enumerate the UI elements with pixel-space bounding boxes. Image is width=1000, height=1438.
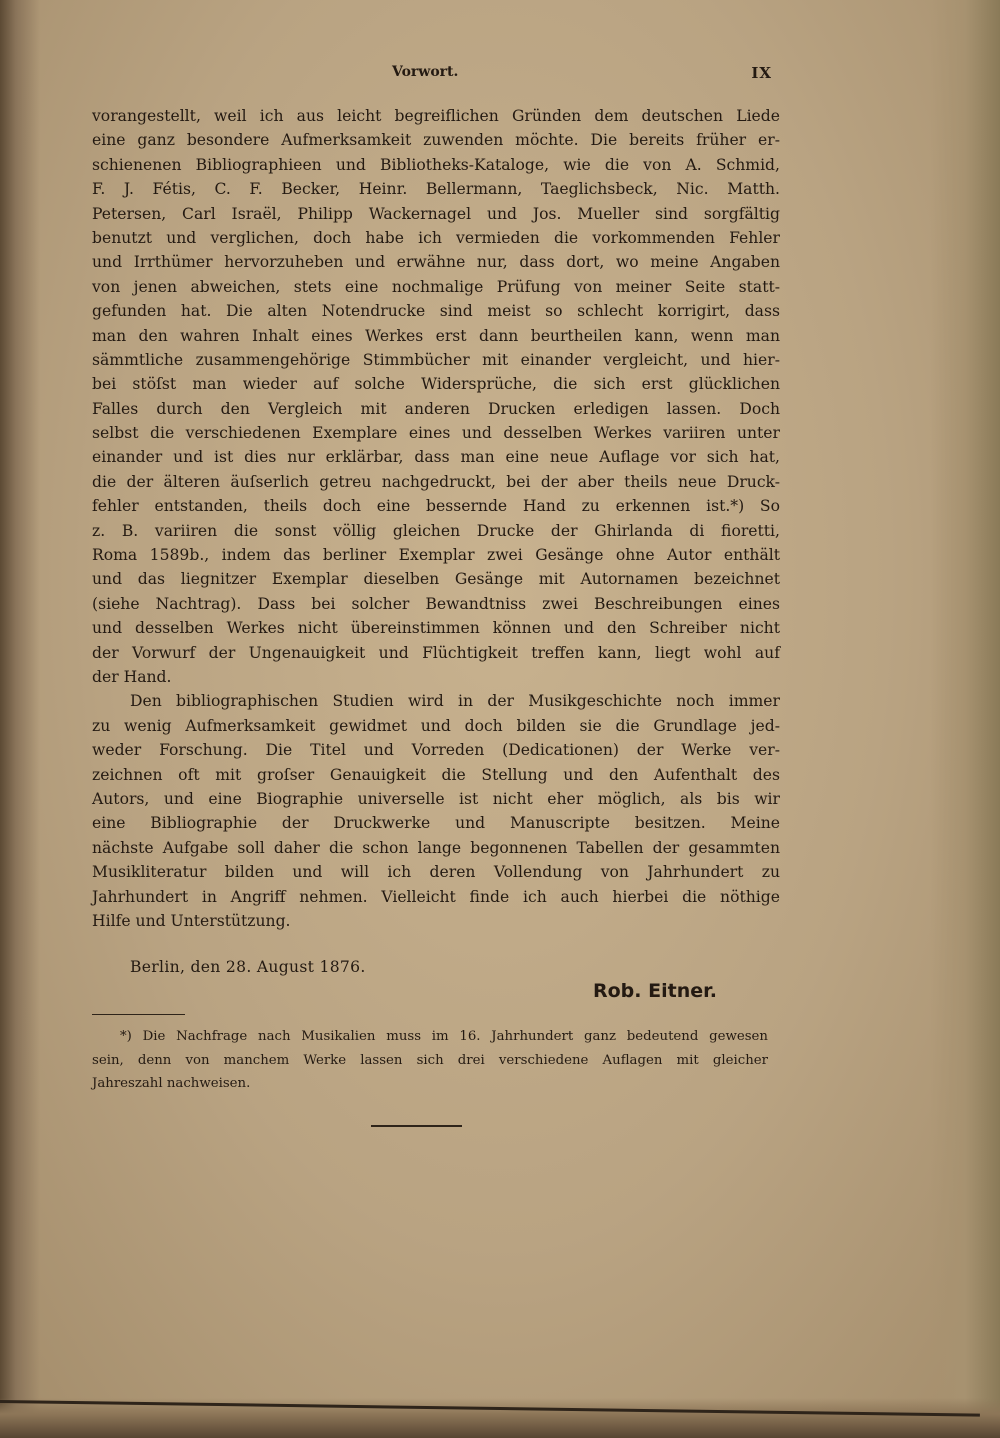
text-line: und Irrthümer hervorzuheben und erwähne nur, dass dort, wo meine Angaben [92, 253, 780, 272]
page-edge-shadow [930, 0, 1000, 1438]
text-line: Musikliteratur bilden und will ich deren Vollendung von Jahrhundert zu [92, 863, 780, 882]
paragraph-end-line: der Hand. [92, 667, 172, 686]
running-head [92, 64, 780, 84]
text-line: bei stöſst man wieder auf solche Widersprüche, die sich erst glücklichen [92, 375, 780, 394]
text-line: eine ganz besondere Aufmerksamkeit zuwenden möchte. Die bereits früher er- [92, 131, 780, 150]
text-line: vorangestellt, weil ich aus leicht begreiflichen Gründen dem deutschen Liede [92, 107, 780, 125]
dateline: Berlin, den 28. August 1876. [130, 958, 366, 976]
text-line: Roma 1589b., indem das berliner Exemplar zwei Gesänge ohne Autor enthält [92, 546, 780, 565]
text-line: Jahrhundert in Angriff nehmen. Vielleicht finde ich auch hierbei die nöthige [92, 887, 780, 906]
text-line: (siehe Nachtrag). Dass bei solcher Bewandtniss zwei Beschreibungen eines [92, 594, 780, 613]
text-line: zeichnen oft mit groſser Genauigkeit die Stellung und den Aufenthalt des [92, 765, 780, 784]
text-line: sämmtliche zusammengehörige Stimmbücher mit einander vergleicht, und hier- [92, 350, 780, 369]
footnote-rule [92, 1014, 185, 1015]
text-line: Falles durch den Vergleich mit anderen Drucken erledigen lassen. Doch [92, 399, 780, 418]
text-line: F. J. Fétis, C. F. Becker, Heinr. Bellermann, Taeglichsbeck, Nic. Matth. [92, 180, 780, 199]
footnote-line: *) Die Nachfrage nach Musikalien muss im 16. Jahrhundert ganz bedeutend gewesen [120, 1029, 768, 1044]
text-line: zu wenig Aufmerksamkeit gewidmet und doch bilden sie die Grundlage jed- [92, 716, 780, 735]
text-line: fehler entstanden, theils doch eine bessernde Hand zu erkennen ist.*) So [92, 497, 780, 516]
text-line: von jenen abweichen, stets eine nochmalige Prüfung von meiner Seite statt- [92, 277, 780, 296]
author-signature: Rob. Eitner. [593, 980, 717, 1002]
text-line: die der älteren äuſserlich getreu nachgedruckt, bei der aber theils neue Druck- [92, 472, 780, 491]
text-line: selbst die verschiedenen Exemplare eines und desselben Werkes variiren unter [92, 424, 780, 443]
page-number: IX [751, 64, 772, 82]
text-line: einander und ist dies nur erklärbar, dass man eine neue Auflage vor sich hat, [92, 448, 780, 467]
text-line: und das liegnitzer Exemplar dieselben Gesänge mit Autornamen bezeichnet [92, 570, 780, 589]
text-line: schienenen Bibliographieen und Bibliotheks-Kataloge, wie die von A. Schmid, [92, 155, 780, 174]
footnote-line: Jahreszahl nachweisen. [92, 1076, 251, 1091]
text-line: z. B. variiren die sonst völlig gleichen Drucke der Ghirlanda di fioretti, [92, 521, 780, 540]
text-line: benutzt und verglichen, doch habe ich vermieden die vorkommenden Fehler [92, 228, 780, 247]
text-line: eine Bibliographie der Druckwerke und Manuscripte besitzen. Meine [92, 814, 780, 833]
page-gutter-shadow [0, 0, 40, 1438]
text-line: der Vorwurf der Ungenauigkeit und Flüchtigkeit treffen kann, liegt wohl auf [92, 643, 780, 662]
text-line: man den wahren Inhalt eines Werkes erst dann beurtheilen kann, wenn man [92, 326, 780, 345]
text-line: nächste Aufgabe soll daher die schon lange begonnenen Tabellen der gesammten [92, 838, 780, 857]
text-line: und desselben Werkes nicht übereinstimmen können und den Schreiber nicht [92, 619, 780, 638]
paragraph-start-line: Den bibliographischen Studien wird in der Musikgeschichte noch immer [130, 692, 780, 711]
body-text [92, 104, 780, 933]
paragraph-end-line: Hilfe und Unterstützung. [92, 911, 291, 930]
text-line: weder Forschung. Die Titel und Vorreden (Dedicationen) der Werke ver- [92, 741, 780, 760]
text-line: gefunden hat. Die alten Notendrucke sind meist so schlecht korrigirt, dass [92, 302, 780, 321]
text-line: Autors, und eine Biographie universelle ist nicht eher möglich, als bis wir [92, 789, 780, 808]
running-title: Vorwort. [392, 64, 459, 80]
footnote-line: sein, denn von manchem Werke lassen sich drei verschiedene Auflagen mit gleicher [92, 1052, 768, 1068]
end-rule [371, 1125, 462, 1127]
footnote [92, 1025, 768, 1096]
text-line: Petersen, Carl Israël, Philipp Wackernagel und Jos. Mueller sind sorgfältig [92, 204, 780, 223]
